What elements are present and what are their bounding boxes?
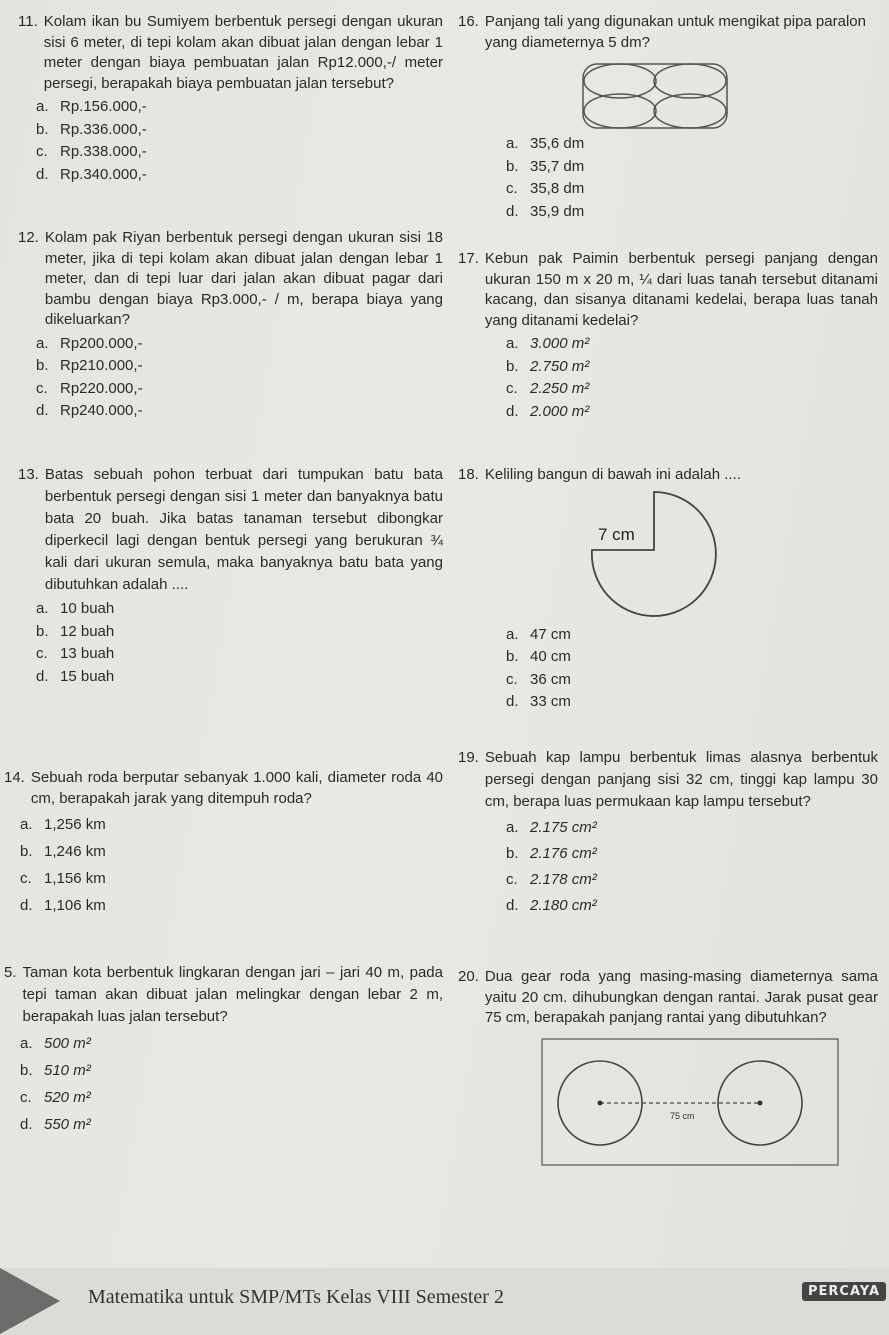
option-d[interactable]: d. 550 m² <box>20 1115 91 1133</box>
option-b[interactable]: b. 1,246 km <box>20 842 106 860</box>
question-number: 13. <box>18 466 39 483</box>
question-text: Sebuah roda berputar sebanyak 1.000 kali, diameter roda 40 cm, berapakah jarak yang ditempuh roda? <box>30 769 443 807</box>
center-distance-label: 75 cm <box>670 1110 695 1121</box>
option-b[interactable]: b. 2.176 cm² <box>506 845 597 862</box>
options <box>36 333 443 423</box>
question-number: 17. <box>458 250 479 267</box>
question-text: Kebun pak Paimin berbentuk persegi panjang dengan ukuran 150 m x 20 m, ¼ dari luas tanah tersebut ditanami kacang, dan sisanya ditanami kedelai, berapa luas tanah yang ditanami kedelai? <box>484 250 878 329</box>
option-b[interactable]: b. 40 cm <box>506 648 571 665</box>
option-b[interactable]: b. 35,7 dm <box>506 157 585 175</box>
question-5 <box>4 962 443 1138</box>
options <box>20 1030 443 1138</box>
option-d[interactable]: d. 2.180 cm² <box>506 897 597 914</box>
option-a[interactable]: a. 500 m² <box>20 1034 91 1052</box>
question-text: Kolam pak Riyan berbentuk persegi dengan ukuran sisi 18 meter, jika di tepi kolam akan dibuat jalan dengan lebar 1 meter, dan di tepi luar dari jalan akan dibuat pagar dari bambu dengan biaya Rp3.000,- / m, berapa biaya yang dikeluarkan? <box>44 229 443 328</box>
option-a[interactable]: a. 47 cm <box>506 625 571 643</box>
question-20 <box>458 967 878 1167</box>
option-b[interactable]: b. 510 m² <box>20 1061 91 1079</box>
option-d[interactable]: d. 15 buah <box>36 667 115 685</box>
option-d[interactable]: d. 35,9 dm <box>506 202 585 220</box>
question-number: 18. <box>458 466 479 483</box>
option-b[interactable]: b. 12 buah <box>36 622 115 640</box>
options <box>36 598 443 688</box>
option-d[interactable]: d. Rp.340.000,- <box>36 165 147 183</box>
left-column <box>4 12 443 1142</box>
question-number: 19. <box>458 749 479 766</box>
pipe-bundle-figure <box>580 61 730 131</box>
option-d[interactable]: d. Rp240.000,- <box>36 402 143 419</box>
question-text: Kolam ikan bu Sumiyem berbentuk persegi dengan ukuran sisi 6 meter, di tepi kolam akan dibuat jalan dengan lebar 1 meter dengan biaya pembuatan jalan Rp12.000,-/ meter persegi, berapakah biaya pembuatan jalan tersebut? <box>43 13 443 92</box>
question-text: Dua gear roda yang masing-masing diameternya sama yaitu 20 cm. dihubungkan dengan rantai. Jarak pusat gear 75 cm, berapakah panjang rantai yang dibutuhkan? <box>484 968 878 1026</box>
option-c[interactable]: c. 35,8 dm <box>506 180 585 197</box>
options <box>506 133 878 223</box>
question-18 <box>458 465 878 743</box>
question-text: Taman kota berbentuk lingkaran dengan jari – jari 40 m, pada tepi taman akan dibuat jalan melingkar dengan lebar 2 m, berapakah luas jalan tersebut? <box>22 964 443 1025</box>
option-b[interactable]: b. Rp.336.000,- <box>36 120 147 138</box>
three-quarter-circle-figure <box>584 490 734 620</box>
brand-logo: PERCAYA <box>802 1282 886 1301</box>
option-b[interactable]: b. Rp210.000,- <box>36 357 143 374</box>
options <box>506 815 878 919</box>
question-number: 12. <box>18 229 39 246</box>
page-footer <box>0 1268 889 1335</box>
question-16 <box>458 12 878 245</box>
question-number: 16. <box>458 13 479 30</box>
option-b[interactable]: b. 2.750 m² <box>506 357 590 375</box>
question-text: Batas sebuah pohon terbuat dari tumpukan batu bata berbentuk persegi dengan sisi 1 meter dan banyaknya batu bata 20 buah. Jika batas tanaman tersebut dibongkar diperkecil lagi dengan bentuk persegi yang berukuran ¾ kali dari ukuran semula, maka banyaknya batu bata yang dibutuhkan adalah .... <box>44 466 443 593</box>
question-number: 11. <box>18 13 38 30</box>
option-c[interactable]: c. 36 cm <box>506 670 571 688</box>
options <box>36 96 443 186</box>
arrow-icon <box>0 1268 60 1334</box>
options <box>20 811 443 919</box>
question-number: 14. <box>4 769 25 786</box>
question-11 <box>18 12 443 224</box>
options <box>506 333 878 423</box>
option-c[interactable]: c. 520 m² <box>20 1088 91 1106</box>
option-a[interactable]: a. 1,256 km <box>20 815 106 833</box>
option-c[interactable]: c. 13 buah <box>36 645 115 663</box>
question-number: 20. <box>458 968 479 985</box>
question-14 <box>4 768 443 958</box>
option-c[interactable]: c. 2.178 cm² <box>506 871 597 888</box>
question-19 <box>458 747 878 963</box>
option-a[interactable]: a. 35,6 dm <box>506 135 585 152</box>
option-d[interactable]: d. 1,106 km <box>20 896 106 914</box>
question-17 <box>458 249 878 461</box>
two-gears-figure <box>540 1037 840 1167</box>
option-d[interactable]: d. 2.000 m² <box>506 402 590 420</box>
radius-label: 7 cm <box>598 524 635 544</box>
option-a[interactable]: a. 10 buah <box>36 600 115 618</box>
options <box>506 624 878 714</box>
option-a[interactable]: a. Rp.156.000,- <box>36 98 147 115</box>
question-number: 5. <box>4 964 17 981</box>
question-text: Sebuah kap lampu berbentuk limas alasnya berbentuk persegi dengan panjang sisi 32 cm, tinggi kap lampu 30 cm, berapa luas permukaan kap lampu tersebut? <box>484 749 878 810</box>
question-text: Keliling bangun di bawah ini adalah .... <box>484 466 741 483</box>
option-c[interactable]: c. 1,156 km <box>20 869 106 887</box>
book-title: Matematika untuk SMP/MTs Kelas VIII Semester 2 <box>88 1286 504 1308</box>
question-13 <box>18 464 443 764</box>
option-d[interactable]: d. 33 cm <box>506 693 571 710</box>
option-a[interactable]: a. Rp200.000,- <box>36 334 143 352</box>
option-a[interactable]: a. 3.000 m² <box>506 335 590 352</box>
option-c[interactable]: c. 2.250 m² <box>506 380 590 397</box>
right-column <box>458 12 878 1171</box>
option-c[interactable]: c. Rp.338.000,- <box>36 143 147 160</box>
question-text: Panjang tali yang digunakan untuk mengikat pipa paralon yang diameternya 5 dm? <box>484 13 866 51</box>
option-c[interactable]: c. Rp220.000,- <box>36 379 143 397</box>
question-12 <box>18 228 443 460</box>
option-a[interactable]: a. 2.175 cm² <box>506 819 597 836</box>
